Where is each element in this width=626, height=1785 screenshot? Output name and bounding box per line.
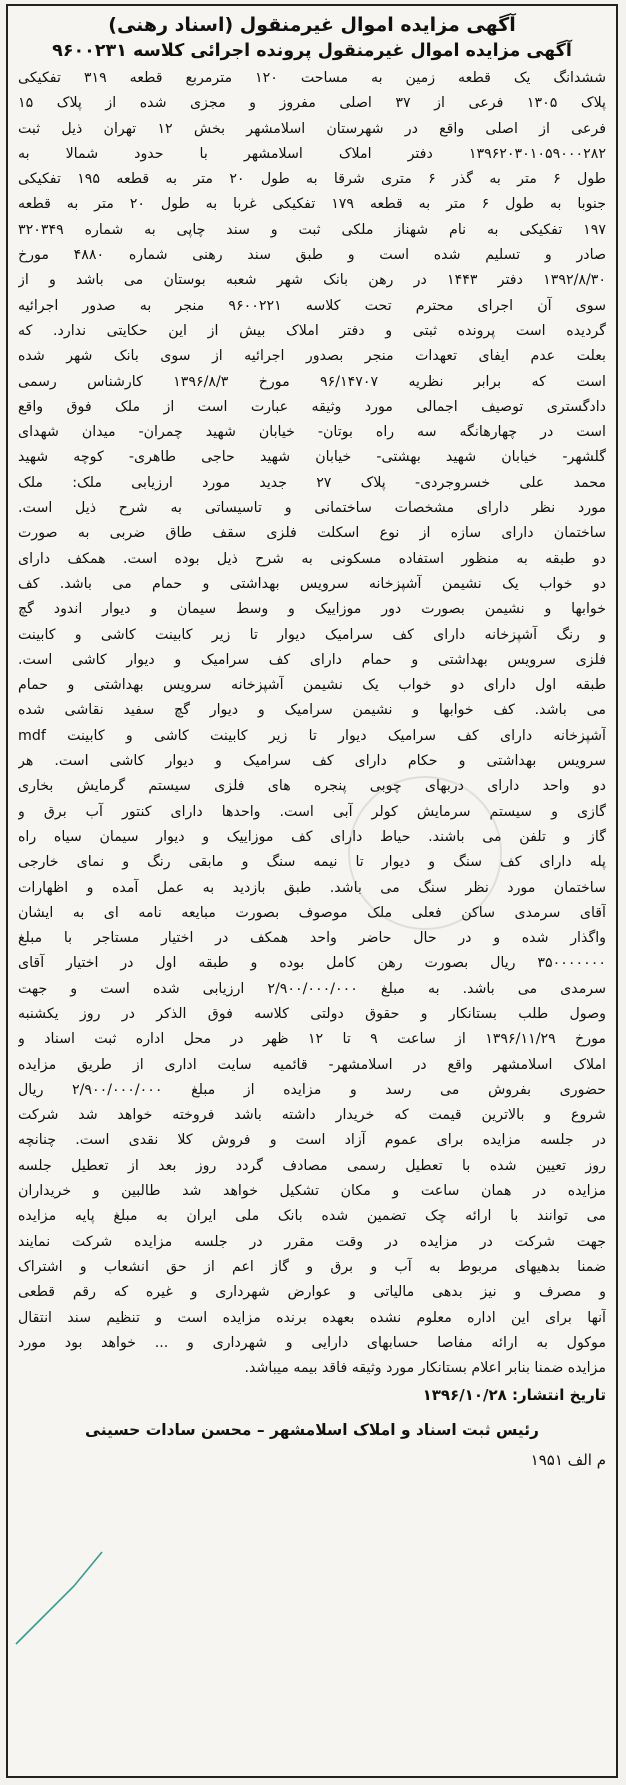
body-line: صادر و تسلیم شده است و طبق سند رهنی شماره ۴۸۸۰ مورخ xyxy=(18,247,606,264)
body-line: آشپزخانه دارای کف سرامیک دیوار تا زیر کابینت کاشی و کابینت mdf xyxy=(18,727,606,744)
body-line: ۱۳۹۲/۸/۳۰ دفتر ۱۴۴۳ در رهن بانک شهر شعبه بوستان می باشد و از xyxy=(18,272,606,289)
body-line: پله دارای کف سنگ و دیوار تا نیمه سنگ و مابقی رنگ و نمای خارجی xyxy=(18,854,606,871)
body-line: شروع و بالاترین قیمت که خریدار داشته باشد فروخته خواهد شد شرکت xyxy=(18,1107,606,1124)
body-line: محمد علی خسروجردی- پلاک ۲۷ جدید مورد ارزیابی ملک: ملک xyxy=(18,474,606,491)
body-line: و مصرف و نیز بدهی مالیاتی و عوارض شهرداری و غیره که رقم قطعی xyxy=(18,1284,606,1301)
body-line: مورد نظر دارای مشخصات ساختمانی و تاسیساتی به شرح ذیل است. xyxy=(18,500,606,517)
body-line: طول ۶ متر به گذر ۶ متری شرقا به طول ۲۰ متر به قطعه ۱۹۵ تفکیکی xyxy=(18,171,606,188)
body-line: ساختمان مورد نظر سنگ می باشد. طبق بازدید به عمل آمده و اظهارات xyxy=(18,879,606,896)
body-line: فلزی سرویس بهداشتی و حمام دارای کف سرامیک و دیوار کاشی است. xyxy=(18,651,606,668)
body-line: بعلت عدم ایفای تعهدات منجر بصدور اجرائیه از سوی بانک شهر شده xyxy=(18,348,606,365)
body-line: است که برابر نظریه ۹۶/۱۴۷۰۷ مورخ ۱۳۹۶/۸/۳ کارشناس رسمی xyxy=(18,373,606,390)
body-line: سرویس بهداشتی و حکام دارای کف سرامیک و دیوار کاشی است. هر xyxy=(18,753,606,770)
body-line: می توانند با ارائه چک تضمین شده بانک ملی ایران به مبلغ پایه مزایده xyxy=(18,1208,606,1225)
body-line: دو واحد دارای دربهای چوبی پنجره های فلزی سیستم گرمایش بخاری xyxy=(18,778,606,795)
body-line: جنوبا به طول ۶ متر به قطعه ۱۷۹ تفکیکی غربا به طول ۲۰ متر به قطعه xyxy=(18,196,606,213)
body-line: ضمنا بدهیهای مربوط به آب و برق و گاز اعم از حق انشعاب و اشتراک xyxy=(18,1258,606,1275)
body-line: دو طبقه به منظور استفاده مسکونی به شرح ذیل بوده است. همکف دارای xyxy=(18,550,606,567)
body-line: دادگستری توصیف اجمالی مورد وثیقه عبارت است از ملک فوق واقع xyxy=(18,398,606,415)
pen-mark xyxy=(14,1546,104,1646)
body-line: مزایده در همان ساعت و مکان تشکیل خواهد شد طالبین و خریداران xyxy=(18,1183,606,1200)
watermark-stamp xyxy=(348,776,502,930)
body-line: گلشهر- خیابان شهید بهشتی- خیابان شهید حاجی طاهری- کوچه شهید xyxy=(18,449,606,466)
body-line: دو خواب یک نشیمن آشپزخانه سرویس بهداشتی و حمام می باشد. کف xyxy=(18,575,606,592)
body-line: در جلسه مزایده برای عموم آزاد است و فروش کلا نقدی است. چنانچه xyxy=(18,1132,606,1149)
notice-subtitle: آگهی مزایده اموال غیرمنقول پرونده اجرائی کلاسه ۹۶۰۰۲۳۱ xyxy=(52,41,572,61)
body-line: ۱۳۹۶۲۰۳۰۱۰۵۹۰۰۰۲۸۲ دفتر املاک اسلامشهر با حدود شمالا به xyxy=(18,145,606,162)
body-line: می باشد. کف خوابها و نشیمن سرامیک و دیوار گچ سفید نقاشی شده xyxy=(18,702,606,719)
body-line: گازی و سیستم سرمایش کولر آبی است. واحدها دارای کنتور آب برق و xyxy=(18,803,606,820)
body-line: است در چهارهانگه سه راه بوتان- خیابان شهید چمران- میدان شهدای xyxy=(18,424,606,441)
publish-date: تاریخ انتشار: ۱۳۹۶/۱۰/۲۸ xyxy=(422,1386,606,1405)
notice-body xyxy=(18,66,606,1381)
signature-line: رئیس ثبت اسناد و املاک اسلامشهر – محسن سادات حسینی xyxy=(85,1421,539,1440)
body-line: آنها برای این اداره معلوم نشده بعهده برنده مزایده است و تنظیم سند انتقال xyxy=(18,1309,606,1326)
notice-title: آگهی مزایده اموال غیرمنقول (اسناد رهنی) xyxy=(108,14,516,36)
body-line: ششدانگ یک قطعه زمین به مساحت ۱۲۰ مترمربع قطعه ۳۱۹ تفکیکی xyxy=(18,70,606,86)
body-line: و رنگ آشپزخانه دارای کف سرامیک دیوار تا زیر کابینت کاشی و کابینت xyxy=(18,626,606,643)
body-line: ۳۵۰۰۰۰۰۰۰ ریال بصورت رهن کامل بوده و طبقه اول در اختیار آقای xyxy=(18,955,606,972)
body-line: روز تعیین شده با تعطیل رسمی مصادف گردد روز بعد از تعطیل جلسه xyxy=(18,1157,606,1174)
reference-code: م الف ۱۹۵۱ xyxy=(530,1451,606,1470)
body-line: طبقه اول دارای دو خواب یک نشیمن آشپزخانه سرویس بهداشتی و حمام xyxy=(18,677,606,694)
body-line: فرعی از اصلی واقع در شهرستان اسلامشهر بخش ۱۲ تهران ذیل ثبت xyxy=(18,120,606,137)
body-line: وصول طلب بستانکار و حقوق دولتی کلاسه فوق الذکر در روز یکشنبه xyxy=(18,1005,606,1022)
body-line: ۱۹۷ تفکیکی به نام شهناز ملکی ثبت و سند چاپی به شماره ۳۲۰۳۴۹ xyxy=(18,221,606,238)
body-line: گاز و تلفن می باشند. حیاط دارای کف موزاییک و دیوار سیمان سیاه راه xyxy=(18,828,606,845)
body-line: پلاک ۱۳۰۵ فرعی از ۳۷ اصلی مفروز و مجزی شده از پلاک ۱۵ xyxy=(18,95,606,112)
body-line: مزایده ضمنا بنابر اعلام بستانکار مورد وثیقه فاقد بیمه میباشد. xyxy=(244,1360,606,1377)
body-line: سرمدی می باشد. به مبلغ ۲/۹۰۰/۰۰۰/۰۰۰ ارزیابی شده است و جهت xyxy=(18,980,606,997)
body-line: مورخ ۱۳۹۶/۱۱/۲۹ از ساعت ۹ تا ۱۲ ظهر در محل اداره ثبت اسناد و xyxy=(18,1031,606,1048)
body-line: سوی آن اجرای محترم تحت کلاسه ۹۶۰۰۲۲۱ منجر به صدور اجرائیه xyxy=(18,297,606,314)
body-line: خوابها و نشیمن بصورت دور موزاییک و وسط سیمان و دیوار اندود گچ xyxy=(18,601,606,618)
body-line: جهت شرکت در مزایده در وقت مقرر در جلسه مزایده شرکت نمایند xyxy=(18,1233,606,1250)
body-line: گردیده است پرونده ثبتی و دفتر املاک بیش از این حکایتی ندارد. که xyxy=(18,322,606,339)
body-line: ساختمان دارای سازه از نوع اسکلت فلزی سقف طاق ضربی به صورت xyxy=(18,525,606,542)
body-line: املاک اسلامشهر واقع در اسلامشهر- قائمیه سایت اداری از طریق مزایده xyxy=(18,1056,606,1073)
body-line: حضوری بفروش می رسد و مزایده از مبلغ ۲/۹۰۰/۰۰۰/۰۰۰ ریال xyxy=(18,1081,606,1098)
body-line: واگذار شده و در حال حاضر واحد همکف در اختیار مستاجر با مبلغ xyxy=(18,930,606,947)
body-line: آقای سرمدی ساکن فعلی ملک موصوف بصورت مبایعه نامه ای به ایشان xyxy=(18,904,606,921)
notice-sheet xyxy=(6,4,618,1778)
body-line: موکول به ارائه مفاصا حسابهای دارایی و شهرداری و ... خواهد بود مورد xyxy=(18,1334,606,1351)
